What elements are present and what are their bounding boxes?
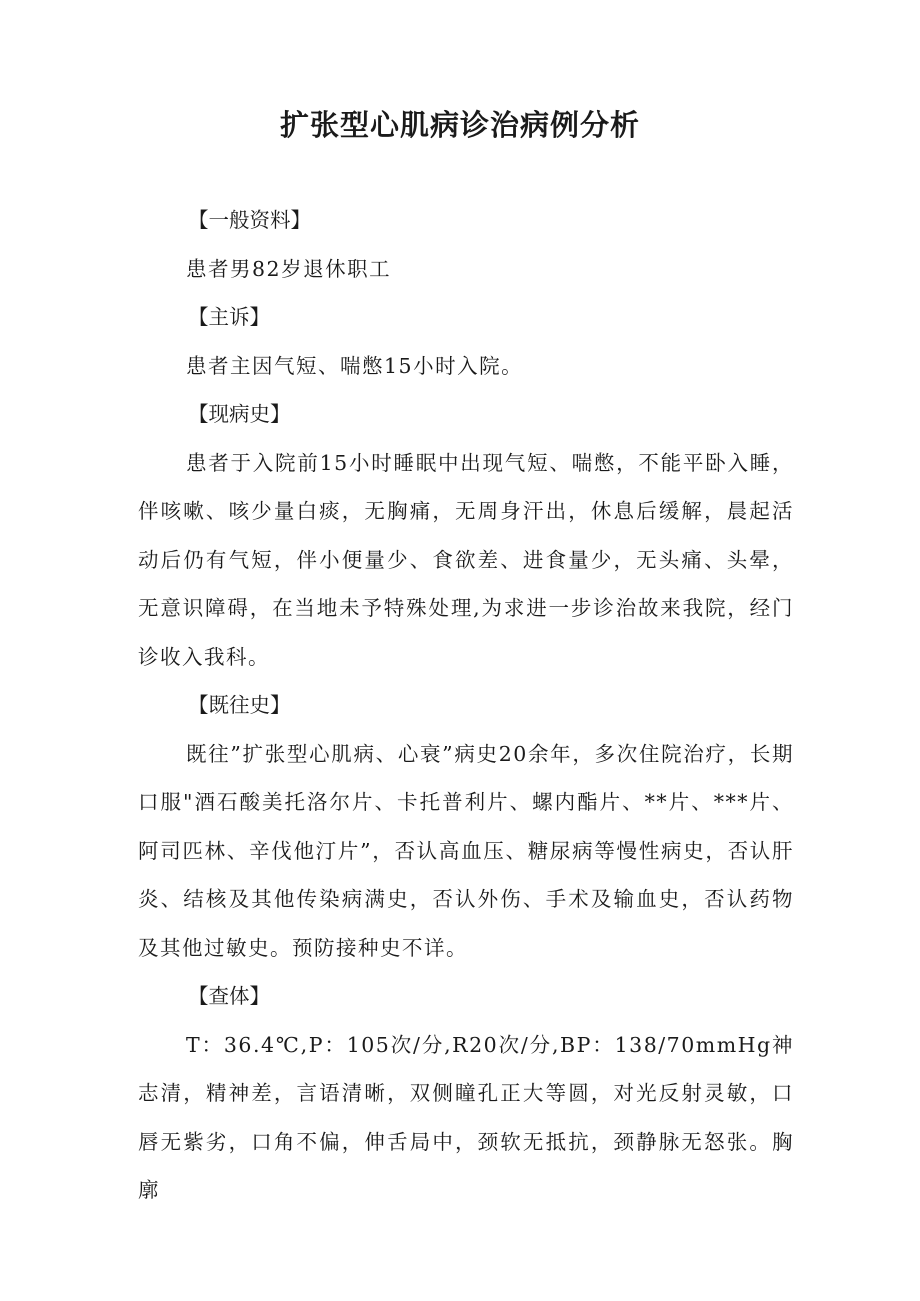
section-heading-present-illness: 【现病史】 [188, 402, 291, 426]
section-text-chief-complaint: 患者主因气短、喘憋15小时入院。 [186, 353, 524, 378]
document-title: 扩张型心肌病诊治病例分析 [279, 108, 640, 142]
section-text-general-info: 患者男82岁退休职工 [186, 256, 392, 281]
section-heading-past-history: 【既往史】 [188, 693, 291, 717]
document-body [138, 196, 794, 1215]
section-heading-chief-complaint: 【主诉】 [188, 305, 270, 329]
section-heading-physical-exam: 【查体】 [188, 984, 270, 1008]
section-heading-general-info: 【一般资料】 [188, 208, 311, 232]
section-text-past-history: 既往”扩张型心肌病、心衰”病史20余年，多次住院治疗，长期口服"酒石酸美托洛尔片、卡托普利片、螺内酯片、**片、***片、阿司匹林、辛伐他汀片”，否认高血压、糖尿病等慢性病史，否认肝炎、结核及其他传染病满史，否认外伤、手术及输血史，否认药物及其他过敏史。预防接种史不详。 [138, 741, 794, 960]
section-text-present-illness: 患者于入院前15小时睡眠中出现气短、喘憋，不能平卧入睡，伴咳嗽、咳少量白痰，无胸痛，无周身汗出，休息后缓解，晨起活动后仍有气短，伴小便量少、食欲差、进食量少，无头痛、头晕，无意识障碍，在当地未予特殊处理,为求进一步诊治故来我院，经门诊收入我科。 [138, 450, 794, 669]
section-text-physical-exam: T：36.4℃,P：105次/分,R20次/分,BP：138/70mmHg神志清，精神差，言语清晰，双侧瞳孔正大等圆，对光反射灵敏，口唇无紫劣，口角不偏，伸舌局中，颈软无抵抗，颈静脉无怒张。胸廓 [138, 1032, 794, 1202]
